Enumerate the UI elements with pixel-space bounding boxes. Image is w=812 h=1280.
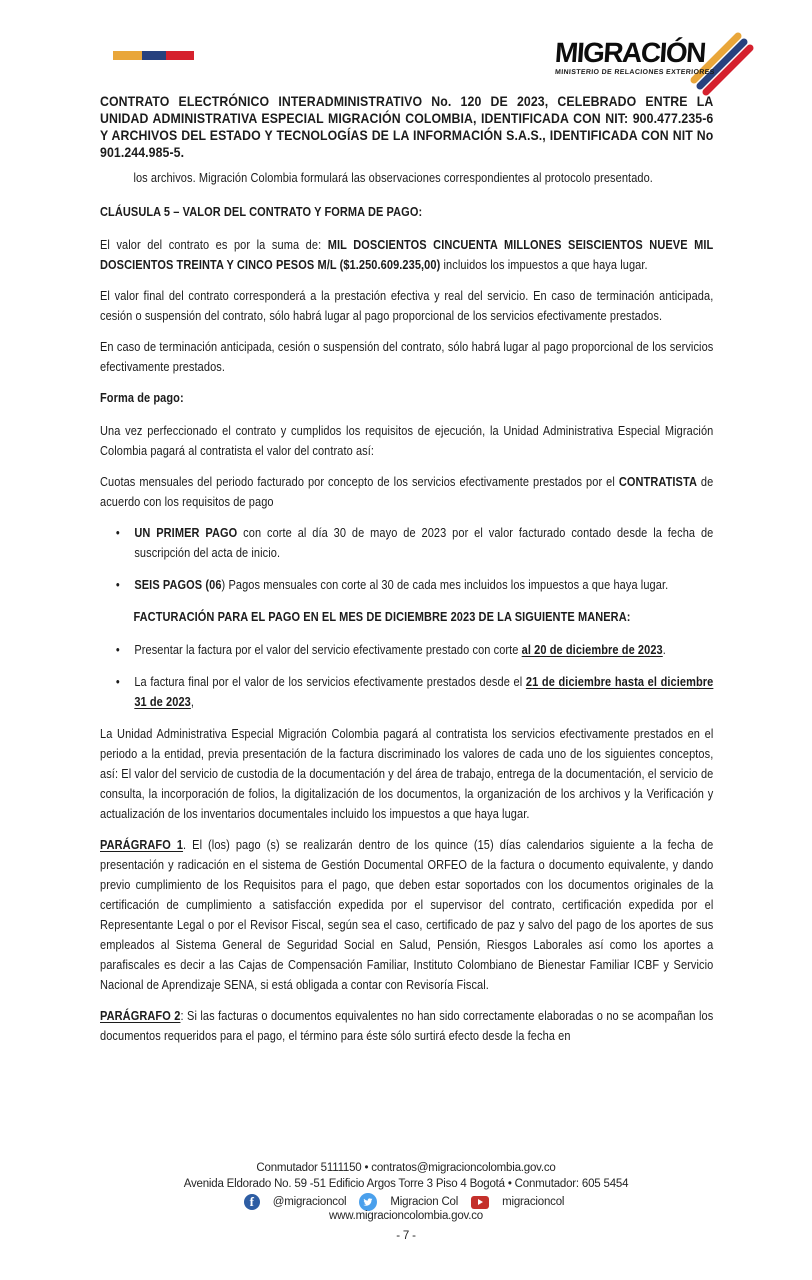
logo-wordmark: MIGRACIÓN	[553, 37, 706, 68]
payment-method-heading: Forma de pago:	[100, 391, 184, 405]
youtube-icon	[471, 1196, 489, 1209]
bullet-icon: •	[115, 675, 120, 689]
footer-website: www.migracioncolombia.gov.co	[329, 1210, 483, 1222]
final-value-paragraph: El valor final del contrato corresponderá a la prestación efectiva y real del servicio. En caso de terminación anticipada, cesión o suspensión del contrato, sólo habrá lugar al pago proporcional de los servicios efectivamente prestados.	[100, 289, 714, 323]
page-number: - 7 -	[396, 1230, 416, 1242]
bullet-icon: •	[115, 643, 120, 657]
six-payments-bullet: • SEIS PAGOS (06) Pagos mensuales con corte al 30 de cada mes incluidos los impuestos a que haya lugar.	[100, 575, 713, 595]
migracion-logo	[555, 38, 750, 92]
page-footer	[0, 1160, 812, 1244]
flag-red-segment	[166, 51, 194, 60]
early-termination-paragraph: En caso de terminación anticipada, cesión o suspensión del contrato, sólo habrá lugar al pago proporcional de los servicios efectivamente prestados.	[100, 340, 714, 374]
footer-contact-line: Conmutador 5111150 • contratos@migracioncolombia.gov.co	[256, 1162, 556, 1174]
contract-value-paragraph: El valor del contrato es por la suma de: MIL DOSCIENTOS CINCUENTA MILLONES SEISCIENTOS NUEVE MIL DOSCIENTOS TREINTA Y CINCO PESOS M/L ($1.250.609.235,00) incluidos los impuestos a que haya lugar.	[100, 238, 714, 272]
paragrafo-1-paragraph: PARÁGRAFO 1. El (los) pago (s) se realizarán dentro de los quince (15) días calendarios siguiente a la fecha de presentación y radicación en el sistema de Gestión Documental ORFEO de la factura o documento equivalente, y dando previo cumplimiento de los Requisitos para el pago, que deben estar soportados con los documentos originales de la certificación de cumplimiento a satisfacción expedida por el supervisor del contrato, certificación expedida por el Representante Legal o por el Revisor Fiscal, según sea el caso, certificado de paz y salvo del pago de los aportes de sus empleados al Sistema General de Seguridad Social en Salud, Pensión, Riesgos Laborales así como los aportes a parafiscales es decir a las Cajas de Compensación Familiar, Instituto Colombiano de Bienestar Familiar ICBF y Servicio Nacional de Aprendizaje SENA, si está obligada a contar con Revisoría Fiscal.	[100, 838, 714, 992]
monthly-installments-paragraph: Cuotas mensuales del periodo facturado por concepto de los servicios efectivamente prestados por el CONTRATISTA de acuerdo con los requisitos de pago	[100, 475, 714, 509]
facebook-icon: f	[244, 1194, 260, 1210]
contract-title: CONTRATO ELECTRÓNICO INTERADMINISTRATIVO No. 120 DE 2023, CELEBRADO ENTRE LA UNIDAD ADMINISTRATIVA ESPECIAL MIGRACIÓN COLOMBIA, IDENTIFICADA CON NIT: 900.477.235-6 Y ARCHIVOS DEL ESTADO Y TECNOLOGÍAS DE LA INFORMACIÓN S.A.S., IDENTIFICADA CON NIT No 901.244.985-5.	[100, 93, 714, 160]
twitter-handle: Migracion Col	[390, 1196, 459, 1208]
colombia-flag-bar	[113, 51, 194, 60]
document-body	[100, 93, 713, 1057]
bullet-icon: •	[115, 526, 120, 540]
december-billing-heading: FACTURACIÓN PARA EL PAGO EN EL MES DE DICIEMBRE 2023 DE LA SIGUIENTE MANERA:	[133, 610, 631, 624]
page-header	[0, 0, 812, 92]
flag-blue-segment	[142, 51, 166, 60]
payment-intro-paragraph: Una vez perfeccionado el contrato y cumplidos los requisitos de ejecución, la Unidad Administrativa Especial Migración Colombia pagará al contratista el valor del contrato así:	[100, 424, 714, 458]
first-payment-bullet: • UN PRIMER PAGO con corte al día 30 de mayo de 2023 por el valor facturado contado desde la fecha de suscripción del acta de inicio.	[100, 523, 713, 563]
clause-5-heading: CLÁUSULA 5 – VALOR DEL CONTRATO Y FORMA DE PAGO:	[100, 205, 423, 219]
paragrafo-2-paragraph: PARÁGRAFO 2: Si las facturas o documentos equivalentes no han sido correctamente elaboradas o no se acompañan los documentos requeridos para el pago, el término para éste sólo surtirá efecto desde la fecha en	[100, 1009, 714, 1043]
footer-address-line: Avenida Eldorado No. 59 -51 Edificio Argos Torre 3 Piso 4 Bogotá • Conmutador: 605 5454	[183, 1178, 629, 1190]
youtube-handle: migracioncol	[502, 1196, 565, 1208]
final-invoice-bullet: • La factura final por el valor de los servicios efectivamente prestados desde el 21 de diciembre hasta el diciembre 31 de 2023,	[100, 672, 713, 712]
bullet-icon: •	[115, 578, 120, 592]
invoice-cutoff-bullet: • Presentar la factura por el valor del servicio efectivamente prestado con corte al 20 de diciembre de 2023.	[100, 640, 713, 660]
logo-subtitle: MINISTERIO DE RELACIONES EXTERIORES	[554, 69, 715, 76]
flag-yellow-segment	[113, 51, 142, 60]
facebook-handle: @migracioncol	[272, 1196, 347, 1208]
billing-concepts-paragraph: La Unidad Administrativa Especial Migración Colombia pagará al contratista los servicios efectivamente prestados en el periodo a la entidad, previa presentación de la factura discriminado los valores de cada uno de los siguientes conceptos, así: El valor del servicio de custodia de la documentación y del área de trabajo, entrega de la documentación, el servicio de consulta, la incorporación de folios, la digitalización de los documentos, la organización de los archivos y la Verificación y actualización de los inventarios documentales incluido los impuestos a que haya lugar.	[100, 727, 714, 821]
intro-fragment: los archivos. Migración Colombia formulará las observaciones correspondientes al protocolo presentado.	[133, 171, 653, 185]
